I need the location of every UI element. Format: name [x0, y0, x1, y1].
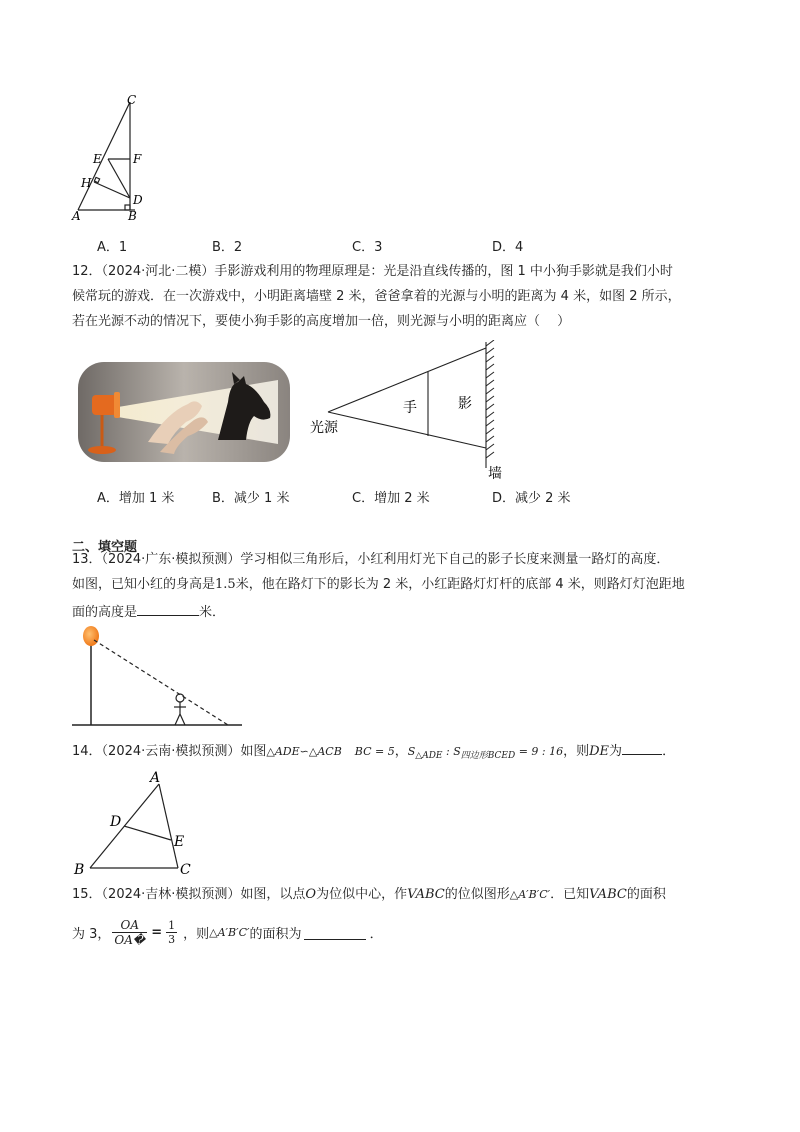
q13-height-value: 1.5 [215, 577, 236, 592]
q15-triangle-abc: VABC [407, 887, 445, 902]
q14-area-ratio: $S_{\triangle ADE}$ : $S_{四边形BCED} = 9$ : 16 [407, 745, 564, 762]
q15-point-o: O [305, 887, 317, 902]
lamp-bulb [83, 626, 99, 646]
label-H: H [81, 176, 92, 190]
q14-bc-value: BC = 5 [354, 745, 395, 758]
q13-text: 如图，已知小红的身高是 [72, 577, 216, 592]
ray-bottom [328, 412, 486, 448]
q15-image-triangle: △A′B′C′ [209, 925, 250, 939]
q15-line1 [72, 886, 666, 904]
q15-line2 [72, 915, 383, 949]
q11-option-b[interactable]: B．2 [212, 240, 243, 255]
q14-answer-blank[interactable] [622, 740, 662, 755]
q14-text: 14．（2024·云南·模拟预测）如图 [72, 744, 267, 759]
q15-text: 的面积 [626, 887, 666, 902]
q11-option-a[interactable]: A．1 [97, 240, 128, 255]
q12-line3: 若在光源不动的情况下，要使小狗手影的高度增加一倍，则光源与小明的距离应（ ） [72, 314, 571, 329]
q12-option-a[interactable]: A．增加 1 米 [97, 491, 175, 506]
q15-text: ．已知 [550, 887, 590, 902]
q13-text: 米． [199, 605, 226, 620]
label-D: D [133, 193, 143, 207]
section-heading-fill-blank: 二、填空题 [72, 540, 138, 555]
line-HD [94, 182, 130, 198]
label-C: C [180, 862, 191, 878]
label-A: A [150, 770, 161, 786]
line-DE [124, 826, 171, 840]
q14-triangle-figure [70, 764, 205, 879]
q12-line1: 12．（2024·河北·二模）手影游戏利用的物理原理是：光是沿直线传播的，图 1 中小狗手影就是我们小时 [72, 264, 673, 279]
label-C: C [127, 93, 137, 107]
label-light-source: 光源 [310, 420, 338, 436]
q15-triangle-abc: VABC [589, 887, 627, 902]
q14-de: DE [589, 744, 610, 759]
q15-text: 的位似图形 [444, 887, 510, 902]
label-wall: 墙 [488, 466, 502, 480]
stick-figure [174, 694, 186, 725]
q15-text: ． [369, 926, 383, 942]
q12-line2: 候常玩的游戏．在一次游戏中，小明距离墙壁 2 米，爸爸拿着的光源与小明的距离为 4 米，如图 2 所示， [72, 289, 681, 304]
q13-streetlamp-figure [70, 622, 245, 730]
q15-text: 的面积为 [249, 926, 302, 942]
q15-equals: = [151, 924, 163, 940]
q13-text: 米，他在路灯下的影长为 2 米，小红距路灯灯杆的底部 4 米，则路灯灯泡距地 [235, 577, 685, 592]
q15-text: 为 3， [72, 926, 111, 942]
q13-line3 [72, 601, 225, 622]
q12-option-b[interactable]: B．减少 1 米 [212, 491, 290, 506]
label-E: E [93, 152, 102, 166]
q14-similar-triangles: △ADE∽△ACB [266, 745, 342, 758]
q14-line: 14．（2024·云南·模拟预测）如图△ADE∽△ACB BC = 5，$S_{\triangle ADE}$ : $S_{四边形BCED} = 9$ : 16，则DE为 ． [72, 740, 675, 765]
q13-line1: 13．（2024·广东·模拟预测）学习相似三角形后，小红利用灯光下自己的影子长度来测量一路灯的高度． [72, 552, 670, 567]
q15-text: 15．（2024·吉林·模拟预测）如图，以点 [72, 887, 306, 902]
q13-text: 面的高度是 [72, 605, 138, 620]
q13-answer-blank[interactable] [137, 601, 199, 616]
label-B: B [128, 209, 137, 223]
q12-option-d[interactable]: D．减少 2 米 [492, 491, 571, 506]
label-F: F [133, 152, 142, 166]
q12-figure1-shadow-photo [78, 362, 290, 462]
label-B: B [74, 862, 85, 878]
light-ray [94, 640, 228, 725]
q12-option-c[interactable]: C．增加 2 米 [352, 491, 430, 506]
label-D: D [110, 814, 122, 830]
q15-ratio-fraction: $\frac{OA}{OA�}$ [114, 917, 146, 947]
q15-image-triangle: △A′B′C′ [509, 888, 551, 901]
q15-text: 为位似中心，作 [316, 887, 408, 902]
q11-option-d[interactable]: D．4 [492, 240, 524, 255]
q13-line2 [72, 576, 685, 594]
q14-text: ，则 [563, 744, 590, 759]
wall-hatching [486, 340, 494, 458]
q14-text: ． [662, 744, 676, 759]
line-AC [78, 102, 130, 210]
q15-text: ，则 [183, 926, 210, 942]
q11-option-c[interactable]: C．3 [352, 240, 383, 255]
q12-figure2-light-diagram [308, 340, 508, 480]
q15-one-third: $\frac{1}{3}$ [168, 918, 176, 946]
right-angle-H [94, 177, 99, 182]
q11-triangle-figure [70, 92, 160, 224]
q14-text: 为 [609, 744, 623, 759]
label-hand: 手 [403, 400, 417, 416]
line-ED [108, 159, 130, 198]
label-shadow: 影 [458, 396, 472, 412]
q15-answer-blank[interactable] [304, 925, 366, 940]
label-E: E [174, 834, 185, 850]
line-AC [159, 784, 178, 868]
label-A: A [72, 209, 81, 223]
